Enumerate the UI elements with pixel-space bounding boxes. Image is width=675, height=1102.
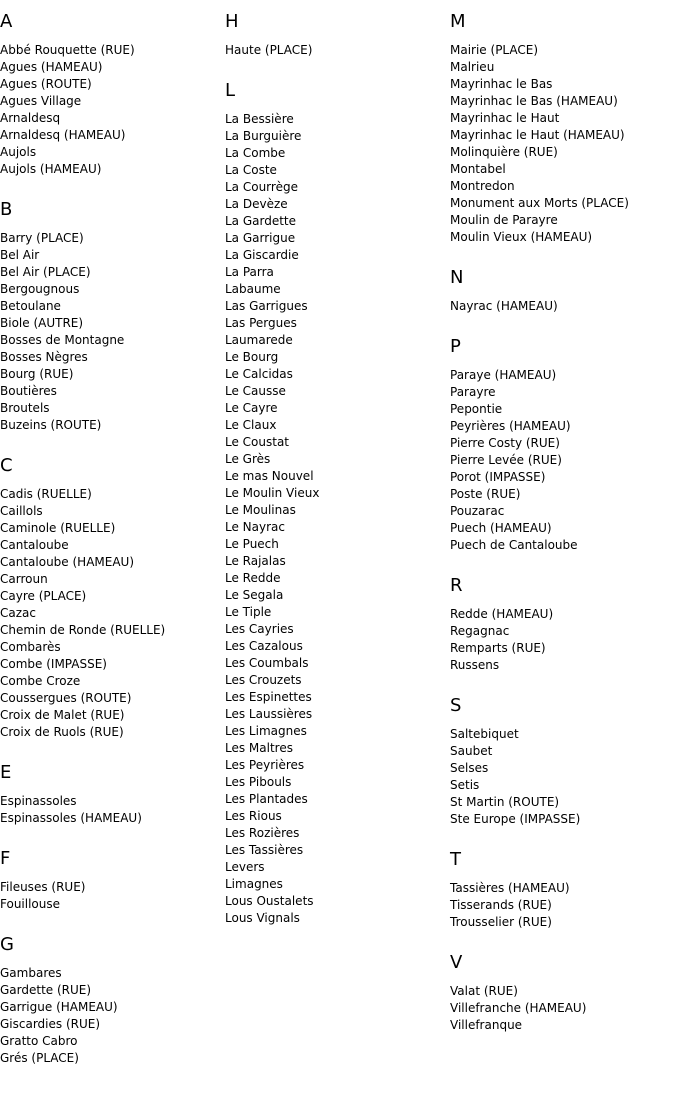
- street-entry: Cantaloube: [0, 538, 69, 552]
- street-entry: Las Pergues: [225, 316, 297, 330]
- street-entry: Caillols: [0, 504, 43, 518]
- street-entry: Le Segala: [225, 588, 284, 602]
- street-entry: Combe Croze: [0, 674, 81, 688]
- street-entry: Porot (IMPASSE): [450, 470, 546, 484]
- street-list: [450, 367, 675, 554]
- section-letter-heading: E: [0, 762, 12, 783]
- letter-section: [450, 576, 675, 674]
- letter-section: [450, 953, 675, 1034]
- street-entry: Combarès: [0, 640, 61, 654]
- street-entry: Le Causse: [225, 384, 286, 398]
- section-letter-heading: P: [450, 336, 461, 357]
- street-entry: Croix de Ruols (RUE): [0, 725, 124, 739]
- street-entry: Grés (PLACE): [0, 1051, 79, 1065]
- street-entry: Le Tiple: [225, 605, 272, 619]
- street-entry: Le Bourg: [225, 350, 279, 364]
- street-entry: La Giscardie: [225, 248, 299, 262]
- street-entry: Lous Oustalets: [225, 894, 314, 908]
- street-entry: Le Grès: [225, 452, 271, 466]
- street-entry: Cazac: [0, 606, 36, 620]
- street-entry: Lous Vignals: [225, 911, 300, 925]
- street-entry: Les Coumbals: [225, 656, 309, 670]
- street-entry: Les Cazalous: [225, 639, 303, 653]
- section-letter-heading: N: [450, 267, 464, 288]
- letter-section: [0, 849, 225, 913]
- street-entry: Redde (HAMEAU): [450, 607, 554, 621]
- street-entry: Molinquière (RUE): [450, 145, 558, 159]
- street-entry: Gambares: [0, 966, 62, 980]
- street-list: [450, 983, 675, 1034]
- street-entry: Les Rious: [225, 809, 282, 823]
- street-entry: Bel Air: [0, 248, 40, 262]
- letter-section: [450, 268, 675, 315]
- section-letter-heading: H: [225, 11, 239, 32]
- street-entry: Les Cayries: [225, 622, 294, 636]
- street-entry: Selses: [450, 761, 489, 775]
- street-entry: La Parra: [225, 265, 274, 279]
- section-letter-heading: V: [450, 952, 463, 973]
- street-entry: Saubet: [450, 744, 493, 758]
- letter-section: [225, 81, 450, 927]
- street-entry: Abbé Rouquette (RUE): [0, 43, 135, 57]
- street-entry: La Bessière: [225, 112, 294, 126]
- street-entry: Les Tassières: [225, 843, 304, 857]
- street-entry: Setis: [450, 778, 480, 792]
- street-entry: La Combe: [225, 146, 286, 160]
- street-entry: Boutières: [0, 384, 57, 398]
- street-entry: Betoulane: [0, 299, 61, 313]
- street-entry: Parayre: [450, 385, 496, 399]
- street-entry: Saltebiquet: [450, 727, 519, 741]
- letter-section: [450, 12, 675, 246]
- street-list: [0, 230, 225, 434]
- street-entry: Levers: [225, 860, 265, 874]
- street-entry: Les Laussières: [225, 707, 313, 721]
- street-entry: La Garrigue: [225, 231, 296, 245]
- street-entry: Tisserands (RUE): [450, 898, 552, 912]
- street-entry: Montredon: [450, 179, 515, 193]
- street-entry: Le Moulin Vieux: [225, 486, 320, 500]
- street-entry: Les Limagnes: [225, 724, 307, 738]
- street-entry: Agues (ROUTE): [0, 77, 92, 91]
- street-entry: Mayrinhac le Haut: [450, 111, 560, 125]
- street-entry: Villefranche (HAMEAU): [450, 1001, 587, 1015]
- street-entry: La Coste: [225, 163, 277, 177]
- street-entry: Bergougnous: [0, 282, 80, 296]
- letter-section: [0, 935, 225, 1067]
- index-column-2: [225, 0, 450, 927]
- street-entry: Montabel: [450, 162, 506, 176]
- street-entry: Le Cayre: [225, 401, 278, 415]
- street-entry: Bosses Nègres: [0, 350, 88, 364]
- street-entry: Paraye (HAMEAU): [450, 368, 557, 382]
- street-entry: Aujols (HAMEAU): [0, 162, 102, 176]
- street-entry: Moulin de Parayre: [450, 213, 558, 227]
- street-entry: Valat (RUE): [450, 984, 518, 998]
- street-entry: Remparts (RUE): [450, 641, 546, 655]
- section-letter-heading: G: [0, 934, 14, 955]
- street-entry: Cadis (RUELLE): [0, 487, 92, 501]
- street-entry: Haute (PLACE): [225, 43, 313, 57]
- street-list: [0, 965, 225, 1067]
- street-entry: La Burguière: [225, 129, 302, 143]
- street-list: [0, 486, 225, 741]
- street-entry: Espinassoles: [0, 794, 77, 808]
- street-entry: Moulin Vieux (HAMEAU): [450, 230, 593, 244]
- street-entry: Les Espinettes: [225, 690, 312, 704]
- street-entry: Labaume: [225, 282, 281, 296]
- street-entry: Mairie (PLACE): [450, 43, 539, 57]
- street-entry: Mayrinhac le Bas (HAMEAU): [450, 94, 618, 108]
- street-entry: Le Puech: [225, 537, 279, 551]
- street-entry: Fouillouse: [0, 897, 61, 911]
- street-list: [450, 606, 675, 674]
- street-entry: Tassières (HAMEAU): [450, 881, 570, 895]
- street-entry: Limagnes: [225, 877, 283, 891]
- street-list: [0, 793, 225, 827]
- letter-section: [450, 337, 675, 554]
- street-entry: Pepontie: [450, 402, 503, 416]
- letter-section: [450, 696, 675, 828]
- street-entry: Les Peyrières: [225, 758, 305, 772]
- street-entry: La Gardette: [225, 214, 297, 228]
- street-entry: Poste (RUE): [450, 487, 521, 501]
- letter-section: [0, 12, 225, 178]
- street-list: [450, 880, 675, 931]
- street-entry: Chemin de Ronde (RUELLE): [0, 623, 166, 637]
- street-entry: Malrieu: [450, 60, 495, 74]
- letter-section: [0, 763, 225, 827]
- street-list: [450, 42, 675, 246]
- street-entry: Les Plantades: [225, 792, 308, 806]
- street-entry: Arnaldesq: [0, 111, 61, 125]
- section-letter-heading: A: [0, 11, 13, 32]
- street-entry: Villefranque: [450, 1018, 523, 1032]
- street-entry: Pierre Costy (RUE): [450, 436, 560, 450]
- street-entry: Russens: [450, 658, 500, 672]
- street-list: [450, 726, 675, 828]
- street-entry: Combe (IMPASSE): [0, 657, 107, 671]
- street-entry: Coussergues (ROUTE): [0, 691, 132, 705]
- street-entry: Le Coustat: [225, 435, 290, 449]
- street-entry: Buzeins (ROUTE): [0, 418, 102, 432]
- street-entry: Pouzarac: [450, 504, 505, 518]
- street-entry: Les Maltres: [225, 741, 293, 755]
- street-entry: La Devèze: [225, 197, 288, 211]
- section-letter-heading: F: [0, 848, 11, 869]
- street-entry: Le Rajalas: [225, 554, 286, 568]
- street-entry: Cantaloube (HAMEAU): [0, 555, 135, 569]
- street-entry: Bosses de Montagne: [0, 333, 125, 347]
- street-entry: Barry (PLACE): [0, 231, 84, 245]
- street-entry: Gratto Cabro: [0, 1034, 78, 1048]
- street-entry: Le mas Nouvel: [225, 469, 314, 483]
- letter-section: [450, 850, 675, 931]
- section-letter-heading: S: [450, 695, 462, 716]
- street-entry: La Courrège: [225, 180, 298, 194]
- street-entry: Peyrières (HAMEAU): [450, 419, 571, 433]
- street-entry: Puech (HAMEAU): [450, 521, 552, 535]
- letter-section: [0, 200, 225, 434]
- street-entry: Ste Europe (IMPASSE): [450, 812, 581, 826]
- street-entry: Croix de Malet (RUE): [0, 708, 125, 722]
- street-entry: Carroun: [0, 572, 48, 586]
- street-entry: Gardette (RUE): [0, 983, 92, 997]
- street-entry: Biole (AUTRE): [0, 316, 84, 330]
- section-letter-heading: L: [225, 80, 236, 101]
- street-entry: Les Pibouls: [225, 775, 292, 789]
- street-list: [225, 111, 450, 927]
- street-entry: Arnaldesq (HAMEAU): [0, 128, 126, 142]
- street-entry: Garrigue (HAMEAU): [0, 1000, 118, 1014]
- street-entry: Le Calcidas: [225, 367, 293, 381]
- street-entry: Caminole (RUELLE): [0, 521, 116, 535]
- street-entry: Mayrinhac le Haut (HAMEAU): [450, 128, 625, 142]
- street-entry: Le Claux: [225, 418, 277, 432]
- section-letter-heading: B: [0, 199, 13, 220]
- street-entry: Cayre (PLACE): [0, 589, 87, 603]
- street-entry: Bourg (RUE): [0, 367, 74, 381]
- street-entry: Les Rozières: [225, 826, 300, 840]
- street-list: [225, 42, 450, 59]
- street-entry: St Martin (ROUTE): [450, 795, 560, 809]
- street-entry: Broutels: [0, 401, 50, 415]
- section-letter-heading: C: [0, 455, 13, 476]
- street-entry: Pierre Levée (RUE): [450, 453, 562, 467]
- street-entry: Les Crouzets: [225, 673, 302, 687]
- section-letter-heading: R: [450, 575, 463, 596]
- letter-section: [0, 456, 225, 741]
- street-entry: Agues (HAMEAU): [0, 60, 103, 74]
- street-entry: Regagnac: [450, 624, 510, 638]
- street-entry: Espinassoles (HAMEAU): [0, 811, 142, 825]
- street-entry: Mayrinhac le Bas: [450, 77, 553, 91]
- street-list: [450, 298, 675, 315]
- street-entry: Giscardies (RUE): [0, 1017, 101, 1031]
- street-list: [0, 879, 225, 913]
- section-letter-heading: T: [450, 849, 461, 870]
- street-entry: Puech de Cantaloube: [450, 538, 578, 552]
- section-letter-heading: M: [450, 11, 466, 32]
- street-entry: Monument aux Morts (PLACE): [450, 196, 629, 210]
- street-entry: Le Moulinas: [225, 503, 296, 517]
- street-entry: Trousselier (RUE): [450, 915, 552, 929]
- street-list: [0, 42, 225, 178]
- index-column-1: [0, 0, 225, 1067]
- street-entry: Le Nayrac: [225, 520, 285, 534]
- street-entry: Fileuses (RUE): [0, 880, 86, 894]
- letter-section: [225, 12, 450, 59]
- street-entry: Las Garrigues: [225, 299, 308, 313]
- street-entry: Agues Village: [0, 94, 82, 108]
- street-entry: Nayrac (HAMEAU): [450, 299, 558, 313]
- index-column-3: [450, 0, 675, 1034]
- street-entry: Laumarede: [225, 333, 293, 347]
- street-entry: Le Redde: [225, 571, 281, 585]
- street-entry: Bel Air (PLACE): [0, 265, 91, 279]
- street-entry: Aujols: [0, 145, 37, 159]
